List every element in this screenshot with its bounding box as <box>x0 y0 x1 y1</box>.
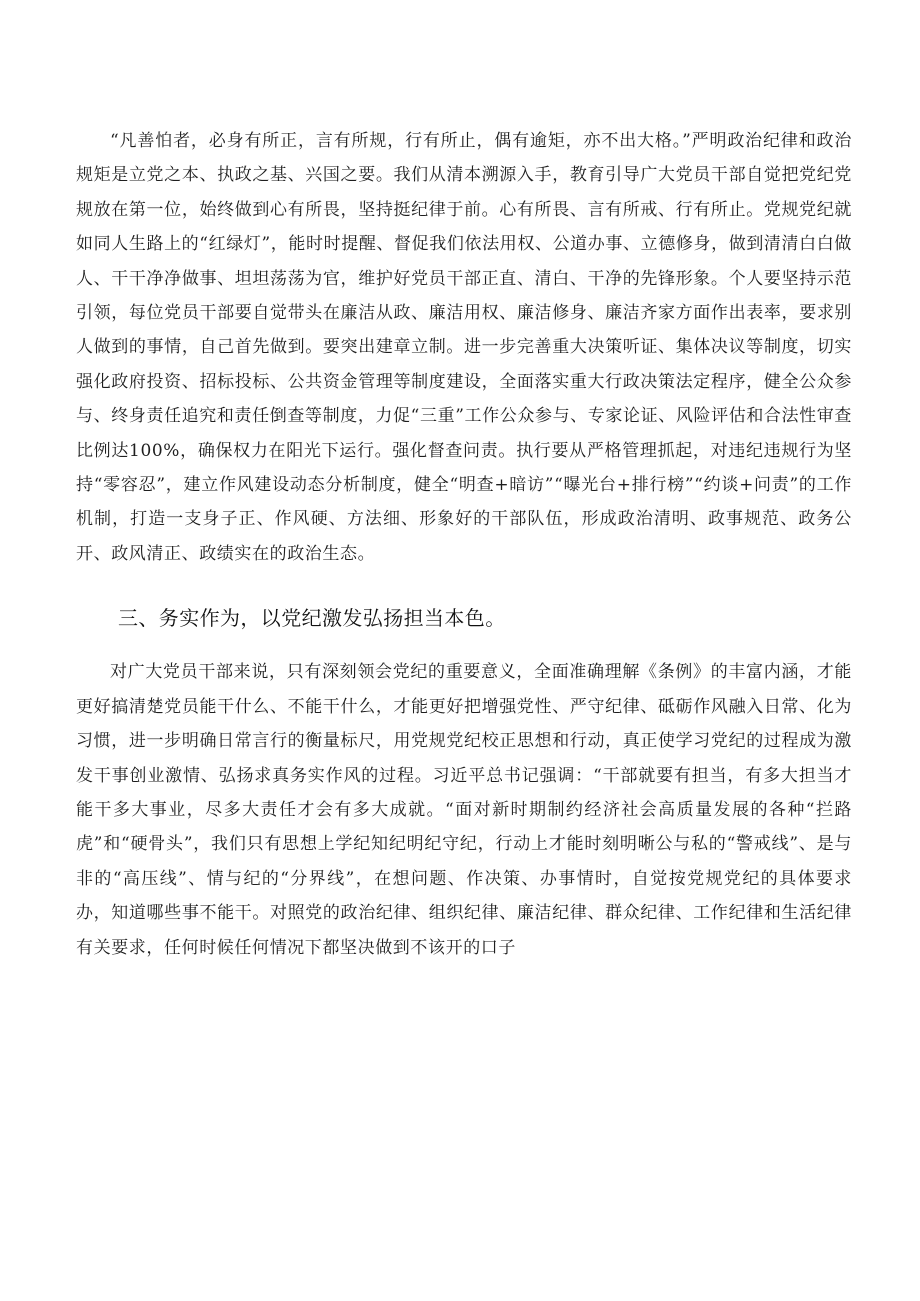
document-body <box>76 124 852 965</box>
body-paragraph-discipline: “凡善怕者，必身有所正，言有所规，行有所止，偶有逾矩，亦不出大格。”严明政治纪律和政治规矩是立党之本、执政之基、兴国之要。我们从清本溯源入手，教育引导广大党员干部自觉把党纪党规放在第一位，始终做到心有所畏，坚持挺纪律于前。心有所畏、言有所戒、行有所止。党规党纪就如同人生路上的“红绿灯”，能时时提醒、督促我们依法用权、公道办事、立德修身，做到清清白白做人、干干净净做事、坦坦荡荡为官，维护好党员干部正直、清白、干净的先锋形象。个人要坚持示范引领，每位党员干部要自觉带头在廉洁从政、廉洁用权、廉洁修身、廉洁齐家方面作出表率，要求别人做到的事情，自己首先做到。要突出建章立制。进一步完善重大决策听证、集体决议等制度，切实强化政府投资、招标投标、公共资金管理等制度建设，全面落实重大行政决策法定程序，健全公众参与、终身责任追究和责任倒查等制度，力促“三重”工作公众参与、专家论证、风险评估和合法性审查比例达100%，确保权力在阳光下运行。强化督查问责。执行要从严格管理抓起，对违纪违规行为坚持“零容忍”，建立作风建设动态分析制度，健全“明查+暗访”“曝光台+排行榜”“约谈+问责”的工作机制，打造一支身子正、作风硬、方法细、形象好的干部队伍，形成政治清明、政事规范、政务公开、政风清正、政绩实在的政治生态。 <box>76 131 852 564</box>
section-heading-3: 三、务实作为，以党纪激发弘扬担当本色。 <box>118 606 506 631</box>
body-paragraph-pragmatic-action: 对广大党员干部来说，只有深刻领会党纪的重要意义，全面准确理解《条例》的丰富内涵，才能更好搞清楚党员能干什么、不能干什么，才能更好把增强党性、严守纪律、砥砺作风融入日常、化为习惯，进一步明确日常言行的衡量标尺，用党规党纪校正思想和行动，真正使学习党纪的过程成为激发干事创业激情、弘扬求真务实作风的过程。习近平总书记强调：“干部就要有担当，有多大担当才能干多大事业，尽多大责任才会有多大成就。“面对新时期制约经济社会高质量发展的各种“拦路虎”和“硬骨头”，我们只有思想上学纪知纪明纪守纪，行动上才能时刻明晰公与私的“警戒线”、是与非的“高压线”、情与纪的“分界线”，在想问题、作决策、办事情时，自觉按党规党纪的具体要求办，知道哪些事不能干。对照党的政治纪律、组织纪律、廉洁纪律、群众纪律、工作纪律和生活纪律有关要求，任何时候任何情况下都坚决做到不该开的口子 <box>76 662 852 958</box>
